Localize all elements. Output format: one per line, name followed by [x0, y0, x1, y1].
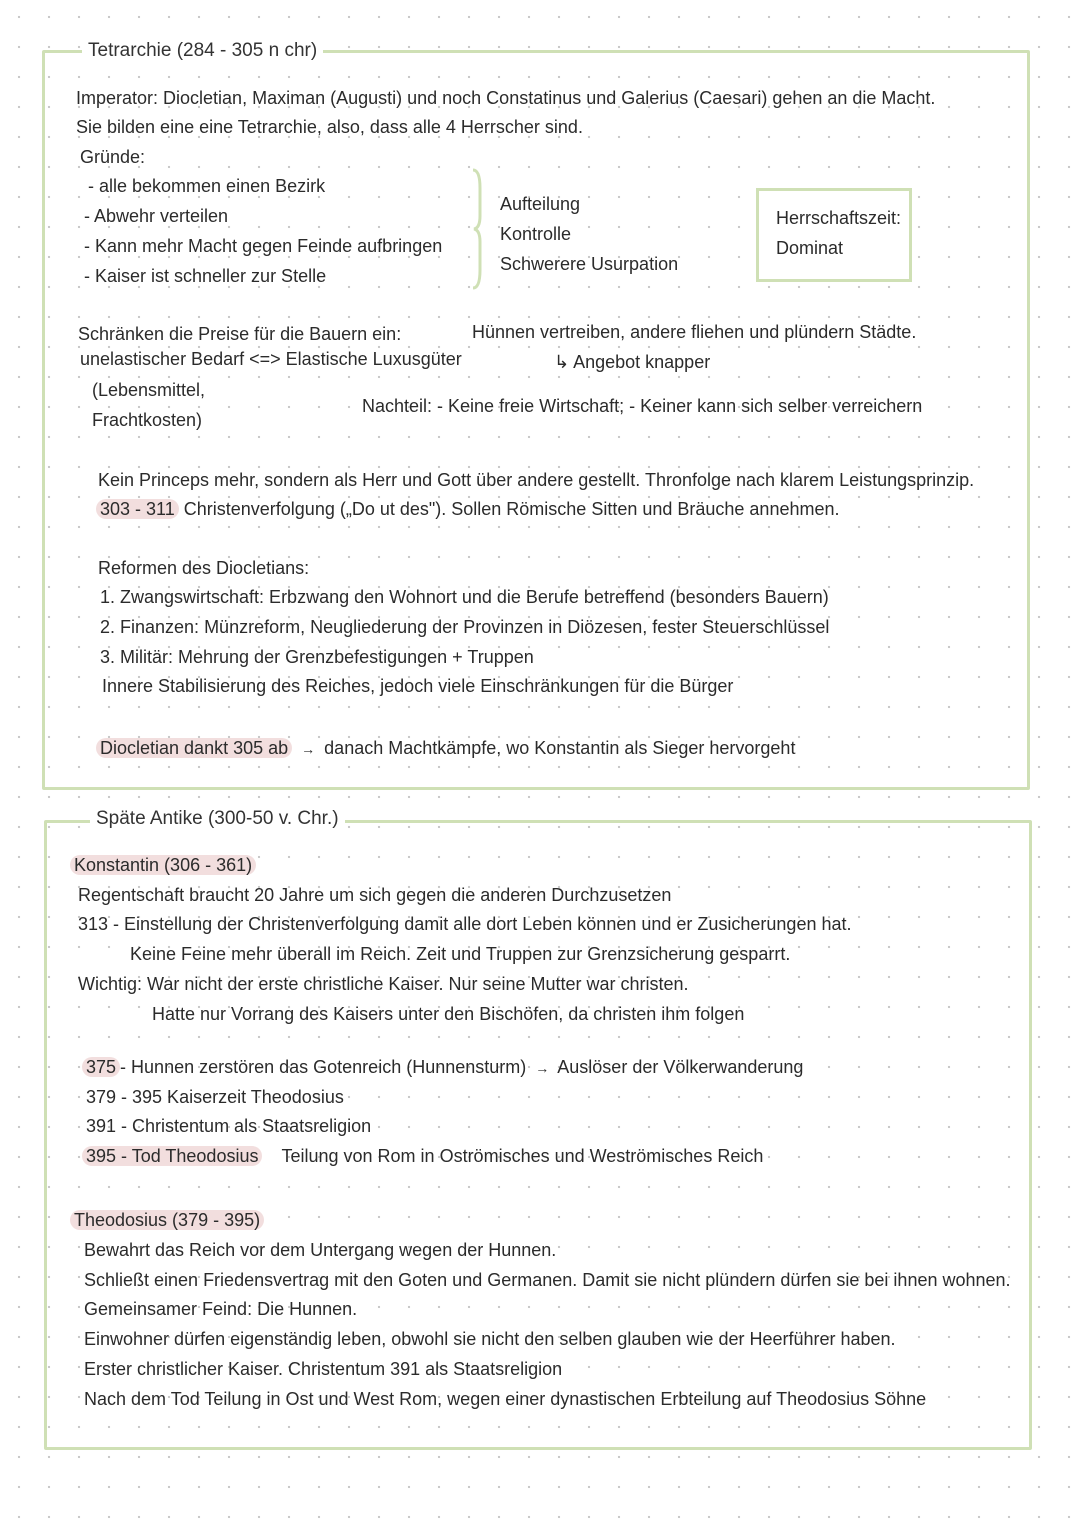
reform-item: 2. Finanzen: Münzreform, Neugliederung der Provinzen in Diözesen, fester Steuerschlüssel [100, 617, 830, 637]
reason-item: - Kann mehr Macht gegen Feinde aufbringen [84, 236, 443, 256]
verfolgung-year: 303 - 311 [96, 499, 179, 519]
timeline-395-highlight: 395 - Tod Theodosius [82, 1146, 262, 1166]
text-preise: Schränken die Preise für die Bauern ein: [78, 324, 402, 344]
section-tetrarchie-title: Tetrarchie (284 - 305 n chr) [82, 38, 323, 64]
abdankung-highlight: Diocletian dankt 305 ab [96, 738, 292, 758]
arrow-right-icon: → [535, 1060, 550, 1076]
text-abdankung [96, 736, 795, 761]
theodosius-line: Bewahrt das Reich vor dem Untergang wegen der Hunnen. [84, 1240, 557, 1260]
reason-item: - Abwehr verteilen [84, 206, 229, 226]
herrschaftszeit-label: Herrschaftszeit: [776, 208, 902, 228]
konstantin-line: 313 - Einstellung der Christenverfolgung damit alle dort Leben können und er Zusicherungen hat. [78, 914, 852, 934]
result-item: Kontrolle [500, 224, 572, 244]
text-huns: Hünnen vertreiben, andere fliehen und plündern Städte. [472, 322, 917, 342]
theodosius-heading: Theodosius (379 - 395) [70, 1208, 264, 1232]
theodosius-line: Nach dem Tod Teilung in Ost und West Rom, wegen einer dynastischen Erbteilung auf Theodosius Söhne [84, 1389, 927, 1409]
text-nachteil: Nachteil: - Keine freie Wirtschaft; - Keiner kann sich selber verreichern [362, 396, 923, 416]
section-spaete-antike-title: Späte Antike (300-50 v. Chr.) [90, 806, 345, 832]
theodosius-line: Erster christlicher Kaiser. Christentum 391 als Staatsreligion [84, 1359, 563, 1379]
verfolgung-text: Christenverfolgung („Do ut des"). Sollen Römische Sitten und Bräuche annehmen. [183, 499, 840, 519]
timeline-379: 379 - 395 Kaiserzeit Theodosius [86, 1087, 344, 1107]
konstantin-line: Wichtig: War nicht der erste christliche Kaiser. Nur seine Mutter war christen. [78, 974, 689, 994]
arrow-right-icon: → [301, 741, 316, 757]
curly-brace-icon [472, 168, 482, 290]
text-verfolgung [96, 497, 840, 521]
text-princeps: Kein Princeps mehr, sondern als Herr und Gott über andere gestellt. Thronfolge nach klarem Leistungsprinzip. [98, 470, 975, 490]
text-tetrarchie-def: Sie bilden eine eine Tetrarchie, also, dass alle 4 Herrscher sind. [76, 117, 583, 137]
timeline-375: 375 - Hunnen zerstören das Gotenreich (Hunnensturm) → Auslöser der Völkerwanderung [82, 1055, 803, 1080]
herrschaftszeit-box [756, 188, 912, 282]
konstantin-line: Keine Feine mehr überall im Reich. Zeit und Truppen zur Grenzsicherung gesparrt. [130, 944, 791, 964]
timeline-391: 391 - Christentum als Staatsreligion [86, 1116, 372, 1136]
text-angebot: ↳ Angebot knapper [554, 352, 711, 372]
reform-summary: Innere Stabilisierung des Reiches, jedoch viele Einschränkungen für die Bürger [102, 676, 734, 696]
herrschaftszeit-value: Dominat [776, 238, 844, 258]
konstantin-line: Hatte nur Vorrang des Kaisers unter den Bischöfen, da christen ihm folgen [152, 1004, 745, 1024]
timeline-375-year: 375 [82, 1057, 120, 1077]
theodosius-line: Einwohner dürfen eigenständig leben, obwohl sie nicht den selben glauben wie der Heerführer haben. [84, 1329, 896, 1349]
konstantin-line: Regentschaft braucht 20 Jahre um sich gegen die anderen Durchzusetzen [78, 885, 672, 905]
theodosius-line: Gemeinsamer Feind: Die Hunnen. [84, 1299, 358, 1319]
konstantin-heading: Konstantin (306 - 361) [70, 853, 256, 877]
reformen-title: Reformen des Diocletians: [98, 558, 310, 578]
reform-item: 3. Militär: Mehrung der Grenzbefestigungen + Truppen [100, 647, 534, 667]
text-gruende: Gründe: [80, 147, 146, 167]
abdankung-after: danach Machtkämpfe, wo Konstantin als Sieger hervorgeht [324, 738, 796, 758]
timeline-395: 395 - Tod Theodosius Teilung von Rom in Oströmisches und Weströmisches Reich [82, 1144, 763, 1168]
reason-item: - Kaiser ist schneller zur Stelle [84, 266, 327, 286]
result-item: Schwerere Usurpation [500, 254, 679, 274]
text-bedarf: unelastischer Bedarf <=> Elastische Luxusgüter [80, 349, 462, 369]
reform-item: 1. Zwangswirtschaft: Erbzwang den Wohnort und die Berufe betreffend (besonders Bauern) [100, 587, 829, 607]
theodosius-line: Schließt einen Friedensvertrag mit den Goten und Germanen. Damit sie nicht plündern dürfen sie bei ihnen wohnen. [84, 1270, 1011, 1290]
text-lebensmittel: (Lebensmittel, [92, 380, 206, 400]
text-imperator: Imperator: Diocletian, Maximan (Augusti) und noch Constatinus und Galerius (Caesari) gehen an die Macht. [76, 88, 936, 108]
text-frachtkosten: Frachtkosten) [92, 410, 203, 430]
reason-item: - alle bekommen einen Bezirk [88, 176, 326, 196]
result-item: Aufteilung [500, 194, 581, 214]
